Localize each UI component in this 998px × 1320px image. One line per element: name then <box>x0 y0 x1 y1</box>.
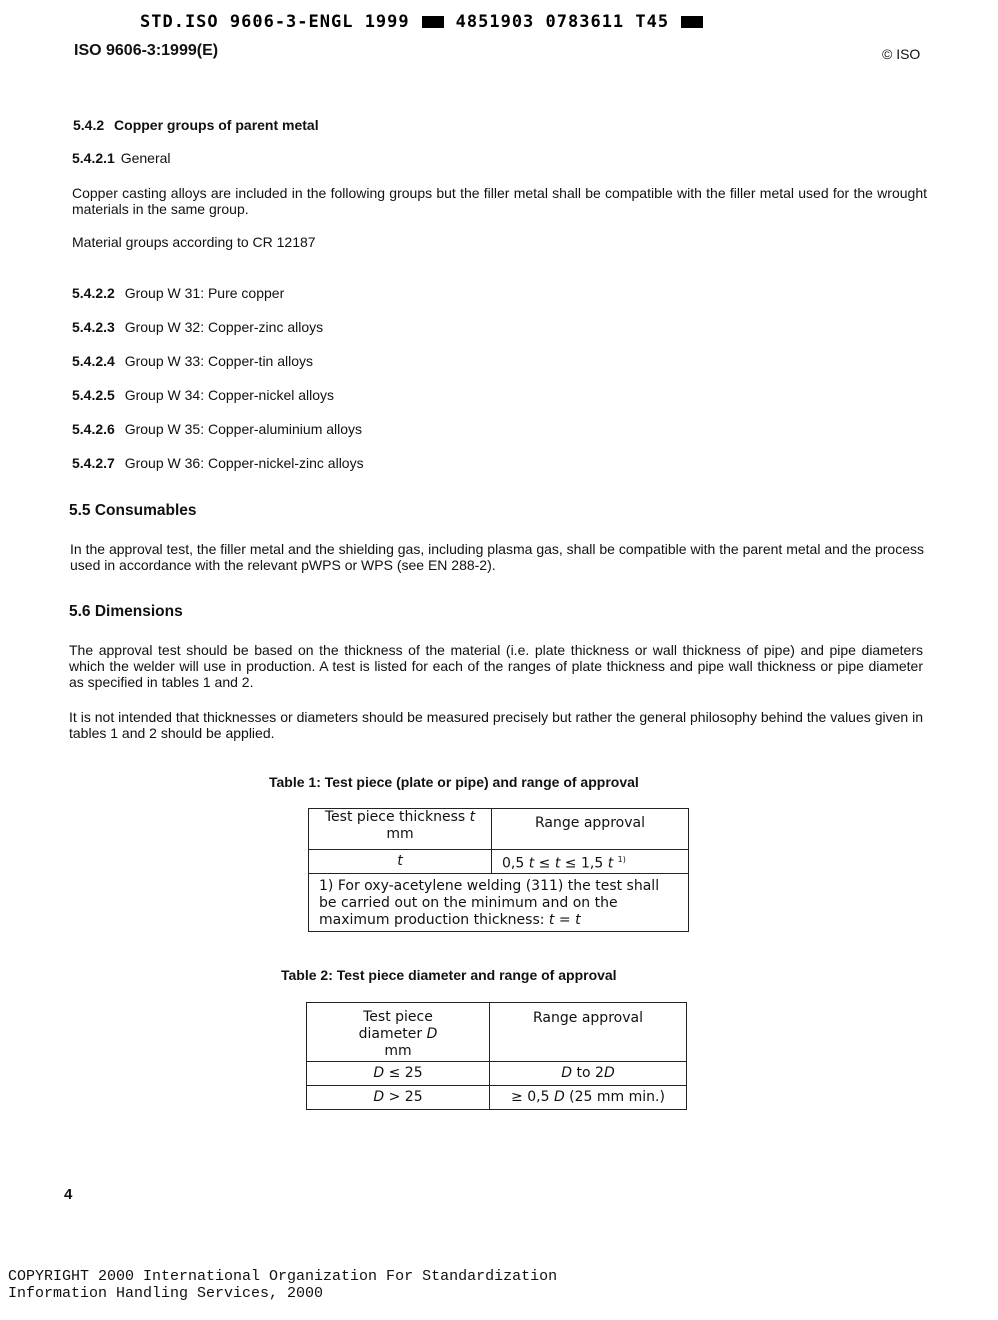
page-number: 4 <box>64 1186 73 1203</box>
diameter-symbol: D <box>373 1089 385 1105</box>
table2-cell-range <box>490 1062 687 1086</box>
copyright-iso: © ISO <box>882 46 921 62</box>
document-id: ISO 9606-3:1999(E) <box>74 42 219 59</box>
header-unit: mm <box>384 1043 412 1059</box>
stamp-block-mark <box>681 16 703 28</box>
subsection-5421 <box>72 150 171 166</box>
table1-cell-range <box>492 850 689 874</box>
footnote-symbol: t <box>575 912 581 928</box>
section-number: 5.4.2 <box>73 117 105 133</box>
footnote-text: 1) For oxy-acetylene welding (311) the test shall be carried out on the minimum and on the maximum production thickness: <box>319 878 660 928</box>
group-item <box>72 387 334 403</box>
section-heading-dimensions: 5.6 Dimensions <box>69 603 183 620</box>
copyright-notice <box>8 1268 557 1302</box>
table1-header-range: Range approval <box>492 809 689 850</box>
group-item <box>72 353 313 369</box>
group-text: Group W 32: Copper-zinc alloys <box>124 319 324 335</box>
diameter-text: > 25 <box>384 1089 423 1105</box>
group-text: Group W 36: Copper-nickel-zinc alloys <box>124 455 364 471</box>
group-text: Group W 34: Copper-nickel alloys <box>124 387 335 403</box>
table2-row <box>307 1062 687 1086</box>
stamp-left: STD.ISO 9606-3-ENGL 1999 <box>140 12 410 32</box>
diameter-text: ≤ 25 <box>384 1065 423 1081</box>
group-item <box>72 455 364 471</box>
range-symbol: t <box>528 855 535 872</box>
table2-caption: Table 2: Test piece diameter and range of approval <box>281 967 617 983</box>
header-unit: mm <box>386 826 414 842</box>
paragraph-dimensions-1: The approval test should be based on the thickness of the material (i.e. plate thickness or wall thickness of pipe) and pipe diameters which the welder will use in production. A test is listed for each of the ranges of plate thickness and pipe wall thickness or pipe diameter as specified in tables 1 and 2. <box>69 642 923 690</box>
section-title: Copper groups of parent metal <box>114 117 319 133</box>
range-text: ≥ 0,5 <box>511 1089 554 1105</box>
paragraph-copper-casting: Copper casting alloys are included in the following groups but the filler metal shall be compatible with the filler metal used for the wrought materials in the same group. <box>72 185 927 217</box>
table2-cell-diameter <box>307 1062 490 1086</box>
header-symbol: D <box>426 1026 438 1042</box>
group-item <box>72 285 284 301</box>
table2-header-row <box>307 1003 687 1062</box>
group-number: 5.4.2.4 <box>72 353 115 369</box>
copyright-line: COPYRIGHT 2000 International Organization For Standardization <box>8 1268 558 1285</box>
group-text: Group W 35: Copper-aluminium alloys <box>124 421 363 437</box>
stamp-mid: 4851903 0783611 T45 <box>455 12 670 32</box>
paragraph-dimensions-2: It is not intended that thicknesses or diameters should be measured precisely but rather the general philosophy behind the values given in tables 1 and 2 should be applied. <box>69 709 923 741</box>
diameter-symbol: D <box>373 1065 385 1081</box>
header-text: diameter <box>358 1026 427 1042</box>
footnote-marker: 1) <box>617 854 626 864</box>
group-number: 5.4.2.7 <box>72 455 115 471</box>
table2-header-diameter <box>307 1003 490 1062</box>
header-symbol: t <box>469 809 476 825</box>
table1-cell-thickness: t <box>309 850 492 874</box>
group-text: Group W 33: Copper-tin alloys <box>124 353 314 369</box>
range-symbol: t <box>607 855 614 872</box>
paragraph-material-groups: Material groups according to CR 12187 <box>72 234 316 250</box>
subsection-title: General <box>120 150 171 166</box>
table1 <box>308 808 689 932</box>
paragraph-consumables: In the approval test, the filler metal and the shielding gas, including plasma gas, shall be compatible with the parent metal and the process used in accordance with the relevant pWPS or WPS (see EN 288-2). <box>70 541 924 573</box>
group-item <box>72 421 362 437</box>
table2-header-range: Range approval <box>490 1003 687 1062</box>
table2 <box>306 1002 687 1110</box>
table2-cell-diameter <box>307 1086 490 1110</box>
group-number: 5.4.2.3 <box>72 319 115 335</box>
group-number: 5.4.2.5 <box>72 387 115 403</box>
stamp-block-mark <box>422 16 444 28</box>
group-text: Group W 31: Pure copper <box>124 285 285 301</box>
table2-cell-range <box>490 1086 687 1110</box>
range-symbol: D <box>603 1065 615 1081</box>
group-item <box>72 319 323 335</box>
table1-footnote <box>309 874 689 932</box>
group-number: 5.4.2.6 <box>72 421 115 437</box>
range-symbol: D <box>561 1065 573 1081</box>
footnote-symbol: t <box>548 912 555 928</box>
range-symbol: D <box>553 1089 565 1105</box>
table2-row <box>307 1086 687 1110</box>
table1-header-row <box>309 809 689 850</box>
header-text: Test piece <box>363 1009 433 1025</box>
range-text: 0,5 <box>502 855 529 872</box>
scan-stamp <box>140 12 715 32</box>
header-text: Test piece thickness <box>324 809 470 825</box>
range-text: (25 mm min.) <box>564 1089 665 1105</box>
group-number: 5.4.2.2 <box>72 285 115 301</box>
table1-row <box>309 850 689 874</box>
range-text: ≤ <box>534 855 555 872</box>
range-symbol: t <box>554 855 561 872</box>
copyright-line: Information Handling Services, 2000 <box>8 1285 324 1302</box>
table1-footnote-row <box>309 874 689 932</box>
range-text: to 2 <box>572 1065 604 1081</box>
section-heading-consumables: 5.5 Consumables <box>69 502 197 519</box>
table1-caption: Table 1: Test piece (plate or pipe) and range of approval <box>269 774 639 790</box>
range-text: ≤ 1,5 <box>560 855 608 872</box>
section-heading-542 <box>73 117 319 133</box>
footnote-text: = <box>554 912 576 928</box>
subsection-number: 5.4.2.1 <box>72 150 115 166</box>
table1-header-thickness <box>309 809 492 850</box>
